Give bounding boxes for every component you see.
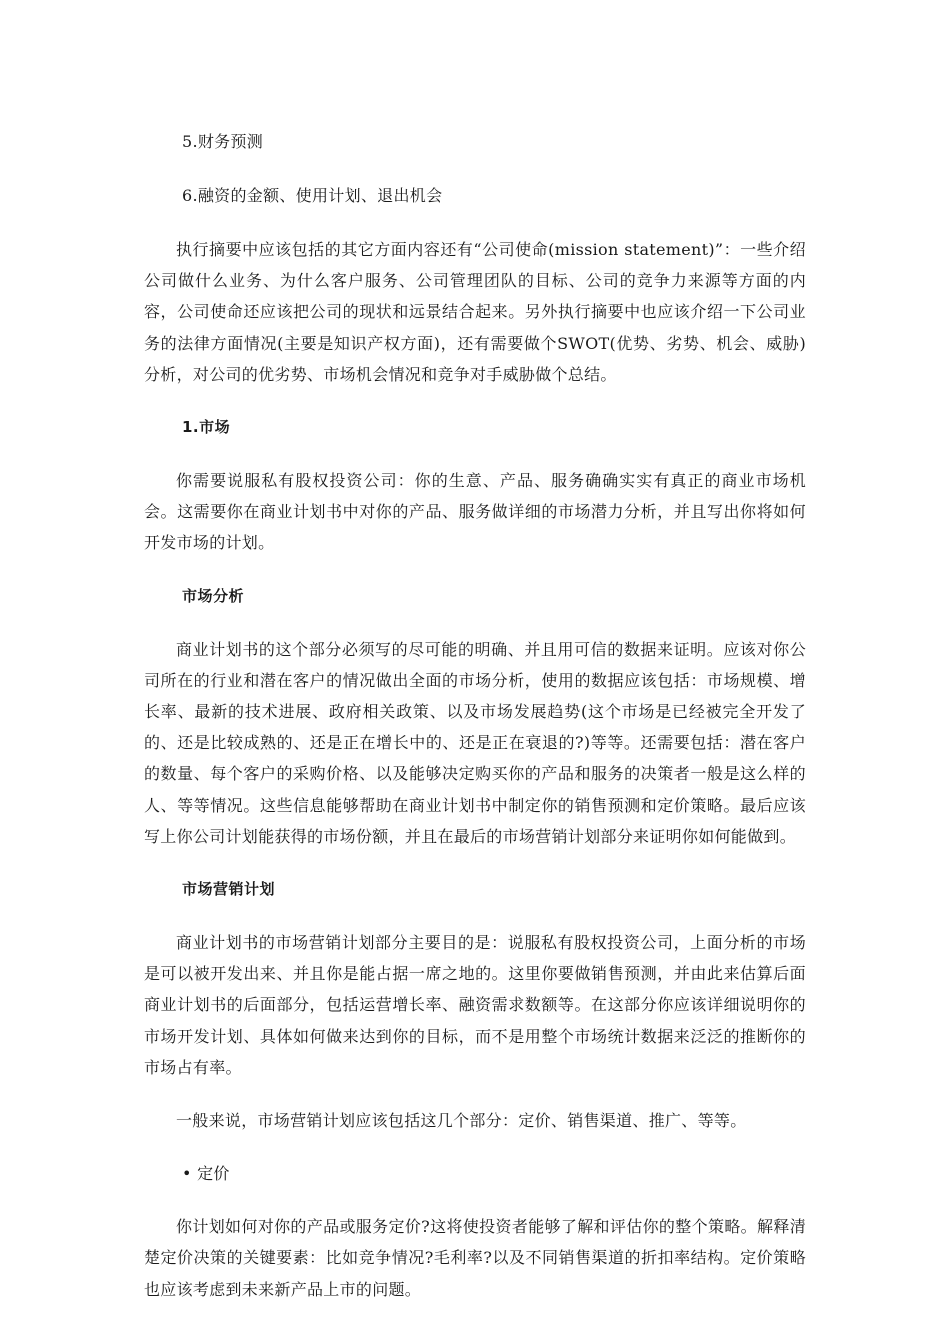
paragraph-marketing-plan: 商业计划书的市场营销计划部分主要目的是：说服私有股权投资公司，上面分析的市场是可以被开发出来、并且你是能占据一席之地的。这里你要做销售预测，并由此来估算后面商业计划书的后面部分，包括运营增长率、融资需求数额等。在这部分你应该详细说明你的市场开发计划、具体如何做来达到你的目标，而不是用整个市场统计数据来泛泛的推断你的市场占有率。 — [144, 933, 806, 1077]
bullet-pricing: • 定价 — [182, 1164, 230, 1184]
heading-market: 1.市场 — [182, 418, 231, 437]
list-item-financing: 6.融资的金额、使用计划、退出机会 — [182, 186, 443, 205]
paragraph-market-analysis: 商业计划书的这个部分必须写的尽可能的明确、并且用可信的数据来证明。应该对你公司所在的行业和潜在客户的情况做出全面的市场分析，使用的数据应该包括：市场规模、增长率、最新的技术进展、政府相关政策、以及市场发展趋势(这个市场是已经被完全开发了的、还是比较成熟的、还是正在增长中的、还是正在衰退的?)等等。还需要包括：潜在客户的数量、每个客户的采购价格、以及能够决定购买你的产品和服务的决策者一般是这么样的人、等等情况。这些信息能够帮助在商业计划书中制定你的销售预测和定价策略。最后应该写上你公司计划能获得的市场份额，并且在最后的市场营销计划部分来证明你如何能做到。 — [144, 639, 806, 846]
list-item-financial-forecast: 5.财务预测 — [182, 132, 264, 151]
heading-marketing-plan: 市场营销计划 — [182, 880, 276, 899]
paragraph-market: 你需要说服私有股权投资公司：你的生意、产品、服务确确实实有真正的商业市场机会。这需要你在商业计划书中对你的产品、服务做详细的市场潜力分析，并且写出你将如何开发市场的计划。 — [144, 471, 806, 553]
paragraph-executive-summary: 执行摘要中应该包括的其它方面内容还有“公司使命(mission statement)”：一些介绍公司做什么业务、为什么客户服务、公司管理团队的目标、公司的竞争力来源等方面的内容，公司使命还应该把公司的现状和远景结合起来。另外执行摘要中也应该介绍一下公司业务的法律方面情况(主要是知识产权方面)，还有需要做个SWOT(优势、劣势、机会、威胁)分析，对公司的优劣势、市场机会情况和竞争对手威胁做个总结。 — [144, 240, 806, 384]
heading-market-analysis: 市场分析 — [182, 586, 245, 605]
paragraph-pricing: 你计划如何对你的产品或服务定价?这将使投资者能够了解和评估你的整个策略。解释清楚定价决策的关键要素：比如竞争情况?毛利率?以及不同销售渠道的折扣率结构。定价策略也应该考虑到未来新产品上市的问题。 — [144, 1217, 806, 1299]
document-page — [144, 126, 806, 1305]
paragraph-marketing-general: 一般来说，市场营销计划应该包括这几个部分：定价、销售渠道、推广、等等。 — [176, 1111, 747, 1131]
